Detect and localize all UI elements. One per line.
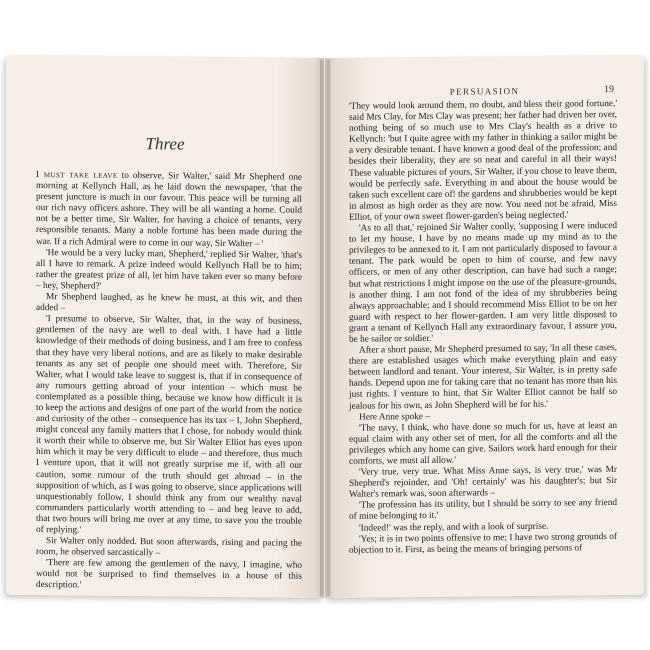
paragraph: 'The navy, I think, who have done so much for us, have at least an equal claim with any other set of men, for all the comforts and all the privileges which any home can give. Sailors work hard enough for their comforts, we must all allow.'	[349, 420, 617, 467]
paragraph: 'Yes; it is in two points offensive to me; I have two strong grounds of objection to it. First, as being the means of bringing persons of	[349, 531, 617, 556]
paragraph: 'Indeed!' was the reply, and with a look of surprise.	[359, 521, 549, 534]
opening-small-caps: I must take leave	[36, 169, 118, 181]
book-gutter	[320, 60, 330, 596]
right-page-text	[349, 99, 617, 557]
open-book	[6, 58, 644, 598]
page-number: 19	[604, 83, 614, 96]
paragraph: Here Anne spoke –	[359, 411, 430, 423]
paragraph: Sir Walter only nodded. But soon afterwards, rising and pacing the room, he observed sarcastically –	[36, 536, 302, 559]
left-page-text	[36, 170, 302, 594]
paragraph: 'Very true, very true. What Miss Anne says, is very true,' was Mr Shepherd's rejoinder, and 'Oh! certainly' was his daughter's; but Sir Walter's remark was, soon afterwards –	[349, 465, 617, 501]
paragraph: After a short pause, Mr Shepherd presumed to say, 'In all these cases, there are established usages which make everything plain and easy between landlord and tenant. Your interest, Sir Walter, is in pretty safe hands. Depend upon me for taking care that no tenant has more than his just rights. I venture to hint, that Sir Walter Elliot cannot be half so jealous for his own, as John Shepherd will be for his.'	[349, 343, 617, 412]
right-page	[325, 55, 644, 598]
left-page	[6, 55, 324, 598]
paragraph: 'They would look around them, no doubt, and bless their good fortune,' said Mrs Clay, for Mrs Clay was present; her father had driven her over, nothing being of so much use to Mrs Clay's health as a drive to Kellynch: 'but I quite agree with my father in thinking a sailor might be a very desirable tenant. I have known a good deal of the profession; and besides their liberality, they are so neat and careful in all their ways! These valuable pictures of yours, Sir Walter, if you chose to leave them, would be perfectly safe. Everything in and about the house would be taken such excellent care of! the gardens and shrubberies would be kept in almost as high order as they are now. You need not be afraid, Miss Elliot, of your own sweet flower-garden's being neglected.'	[349, 98, 617, 223]
paragraph: 'The profession has its utility, but I should be sorry to see any friend of mine belonging to it.'	[349, 498, 617, 523]
paragraph: 'I presume to observe, Sir Walter, that, in the way of business, gentlemen of the navy are well to deal with. I have had a little knowledge of their methods of doing business, and I am free to confess that they have very liberal notions, and are as likely to make desirable tenants as any set of people one should meet with. Therefore, Sir Walter, what I would take leave to suggest is, that if in consequence of any rumours getting abroad of your intention – which must be contemplated as a possible thing, because we know how difficult it is to keep the actions and designs of one part of the world from the notice and curiosity of the other – consequence has its tax – I, John Shepherd, might conceal any family matters that I chose, for nobody would think it worth their while to observe me, but Sir Walter Elliot has eyes upon him which it may be very difficult to elude – and therefore, thus much I venture upon, that it will not greatly surprise me if, with all our caution, some rumour of the truth should get abroad – in the supposition of which, as I was going to observe, since applications will unquestionably follow, I should think any from our wealthy naval commanders particularly worth attending to – and beg leave to add, that two hours will bring me over at any time, to save you the trouble of replying.'	[36, 314, 302, 536]
paragraph: I must take leave to observe, Sir Walter,' said Mr Shepherd one morning at Kellynch Hall, as he laid down the newspaper, 'that the present juncture is much in our favour. This peace will be turning all our rich navy officers ashore. They will be all wanting a home. Could not be a better time, Sir Walter, for having a choice of tenants, very responsible tenants. Many a noble fortune has been made during the war. If a rich Admiral were to come in our way, Sir Walter – '	[36, 169, 302, 249]
paragraph: 'He would be a very lucky man, Shepherd,' replied Sir Walter, 'that's all I have to remark. A prize indeed would Kellynch Hall be to him; rather the greatest prize of all, let him have taken ever so many before – hey, Shepherd?'	[36, 247, 302, 292]
paragraph: 'There are few among the gentlemen of the navy, I imagine, who would not be surprised to find themselves in a house of this description.'	[36, 558, 302, 591]
running-head: PERSUASION	[449, 85, 520, 97]
chapter-title: Three	[145, 134, 185, 154]
paragraph: Mr Shepherd laughed, as he knew he must, at this wit, and then added –	[36, 292, 302, 314]
paragraph: 'As to all that,' rejoined Sir Walter coolly, 'supposing I were induced to let my house, I have by no means made up my mind as to the privileges to be annexed to it. I am not particularly disposed to favour a tenant. The park would be open to him of course, and few navy officers, or men of any other description, can have had such a range; but what restrictions I might impose on the use of the pleasure-grounds, is another thing. I am not fond of the idea of my shrubberies being always approachable; and I should recommend Miss Elliot to be on her guard with respect to her flower-garden. I am very little disposed to grant a tenant of Kellynch Hall any extraordinary favour, I assure you, be he sailor or soldier.'	[349, 220, 617, 345]
